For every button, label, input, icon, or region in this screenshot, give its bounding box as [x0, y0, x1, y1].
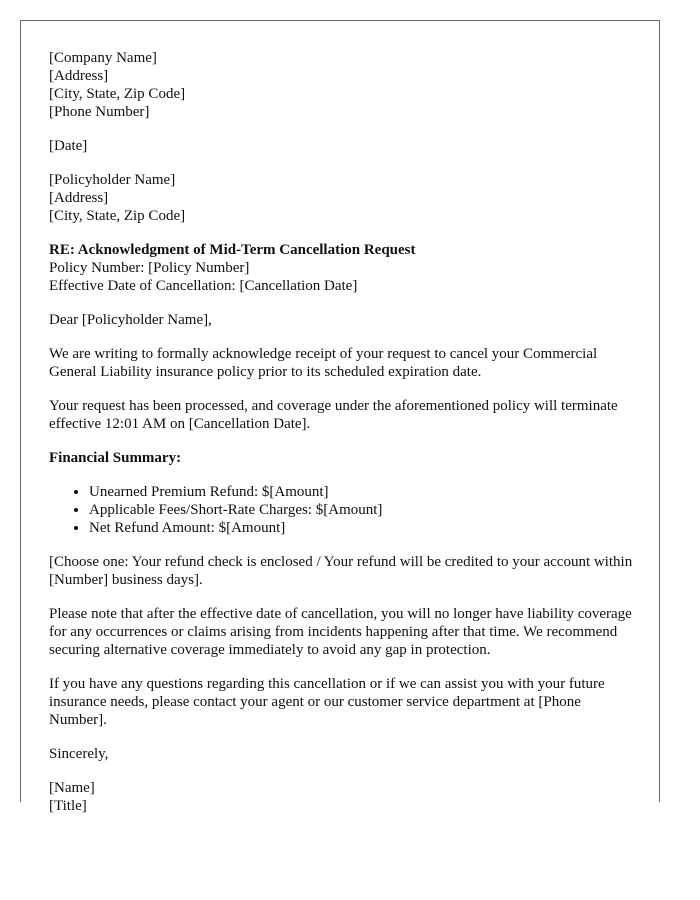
policy-number-line: Policy Number: [Policy Number]: [49, 260, 250, 276]
financial-summary-list: [49, 483, 639, 537]
sender-address: [Address]: [49, 68, 109, 84]
letter-body: [49, 49, 639, 831]
recipient-city-state-zip: [City, State, Zip Code]: [49, 208, 186, 224]
paragraph-processing: Your request has been processed, and coverage under the aforementioned policy will terminate effective 12:01 AM on [Cancellation Date].: [49, 398, 618, 432]
letter-date: [Date]: [49, 138, 88, 154]
paragraph-refund-method: [Choose one: Your refund check is enclosed / Your refund will be credited to your account within [Number] business days].: [49, 554, 633, 588]
list-item: • Unearned Premium Refund: $[Amount]: [89, 483, 639, 501]
letter-page: [20, 20, 660, 814]
list-item: • Applicable Fees/Short-Rate Charges: $[Amount]: [89, 501, 639, 519]
financial-summary-heading: Financial Summary:: [49, 450, 182, 466]
date-block: [49, 137, 639, 155]
signature-name: [Name]: [49, 780, 95, 796]
list-item: • Net Refund Amount: $[Amount]: [89, 519, 639, 537]
sender-city-state-zip: [City, State, Zip Code]: [49, 86, 186, 102]
paragraph-acknowledgment: We are writing to formally acknowledge receipt of your request to cancel your Commercial General Liability insurance policy prior to its scheduled expiration date.: [49, 346, 598, 380]
paragraph-contact: If you have any questions regarding this cancellation or if we can assist you with your future insurance needs, please contact your agent or our customer service department at [Phone Number].: [49, 676, 605, 728]
signature-title: [Title]: [49, 798, 87, 814]
sender-company-name: [Company Name]: [49, 50, 157, 66]
subject-re-line: RE: Acknowledgment of Mid-Term Cancellation Request: [49, 242, 416, 258]
paragraph-coverage-notice: Please note that after the effective date of cancellation, you will no longer have liability coverage for any occurrences or claims arising from incidents happening after that time. We recommend securing alternative coverage immediately to avoid any gap in protection.: [49, 606, 632, 658]
recipient-name: [Policyholder Name]: [49, 172, 176, 188]
effective-date-line: Effective Date of Cancellation: [Cancellation Date]: [49, 278, 358, 294]
sender-phone: [Phone Number]: [49, 104, 150, 120]
recipient-address: [Address]: [49, 190, 109, 206]
subject-block: [49, 241, 639, 295]
closing: Sincerely,: [49, 746, 109, 762]
salutation: Dear [Policyholder Name],: [49, 312, 212, 328]
recipient-block: [49, 171, 639, 225]
signature-block: [49, 779, 639, 815]
sender-block: [49, 49, 639, 121]
